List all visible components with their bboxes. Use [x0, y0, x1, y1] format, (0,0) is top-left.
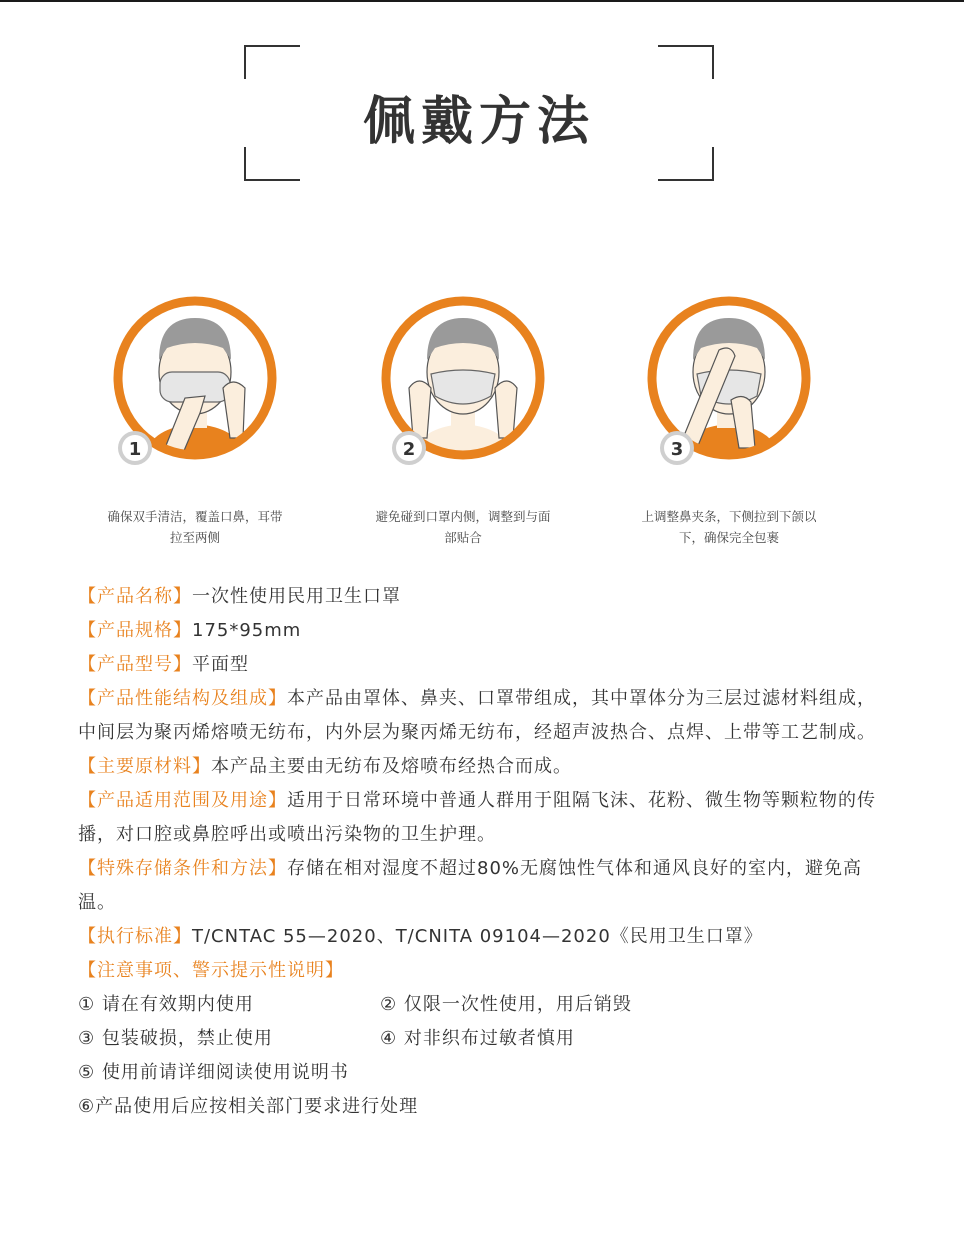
page-title: 佩戴方法	[362, 92, 595, 152]
product-usage-row	[78, 784, 878, 852]
product-spec-row	[78, 614, 878, 648]
product-material-row	[78, 750, 878, 784]
warning-heading-row	[78, 954, 878, 988]
product-storage-row	[78, 852, 878, 920]
warning-spacer	[380, 1056, 840, 1090]
product-standard-label: 【执行标准】	[78, 926, 192, 947]
product-standard-value: T/CNTAC 55—2020、T/CNITA 09104—2020《民用卫生口罩》	[192, 926, 763, 947]
step-3-number: 3	[670, 439, 684, 460]
frame-corner-top-left	[244, 45, 300, 79]
step-1-caption: 确保双手清洁，覆盖口鼻，耳带拉至两侧	[107, 509, 283, 545]
product-usage-value: 适用于日常环境中普通人群用于阻隔飞沫、花粉、微生物等颗粒物的传播，对口腔或鼻腔呼出或喷出污染物的卫生护理。	[78, 790, 876, 845]
warning-list	[78, 988, 878, 1124]
product-usage-label: 【产品适用范围及用途】	[78, 790, 287, 811]
frame-corner-top-right	[658, 45, 714, 79]
top-border-line	[0, 0, 964, 2]
step-2-number: 2	[402, 439, 416, 460]
product-structure-label: 【产品性能结构及组成】	[78, 688, 287, 709]
product-material-label: 【主要原材料】	[78, 756, 211, 777]
step-1-illustration	[105, 288, 285, 478]
product-model-row	[78, 648, 878, 682]
warning-item: ④ 对非织布过敏者慎用	[380, 1028, 575, 1049]
product-info	[78, 580, 878, 1124]
product-material-value: 本产品主要由无纺布及熔喷布经热合而成。	[211, 756, 572, 777]
product-structure-value: 本产品由罩体、鼻夹、口罩带组成，其中罩体分为三层过滤材料组成，中间层为聚丙烯熔喷无纺布，内外层为聚丙烯无纺布，经超声波热合、点焊、上带等工艺制成。	[78, 688, 876, 743]
product-structure-row	[78, 682, 878, 750]
product-model-value: 平面型	[192, 654, 249, 675]
step-1-number: 1	[128, 439, 142, 460]
step-3-illustration	[639, 288, 819, 478]
step-1	[70, 288, 320, 548]
product-name-row	[78, 580, 878, 614]
product-name-label: 【产品名称】	[78, 586, 192, 607]
product-spec-label: 【产品规格】	[78, 620, 192, 641]
product-storage-value: 存储在相对湿度不超过80%无腐蚀性气体和通风良好的室内，避免高温。	[78, 858, 863, 913]
warning-label: 【注意事项、警示提示性说明】	[78, 960, 344, 981]
warning-item: ⑥产品使用后应按相关部门要求进行处理	[78, 1096, 419, 1117]
warning-item: ③ 包装破损，禁止使用	[78, 1028, 273, 1049]
warning-item: ① 请在有效期内使用	[78, 994, 254, 1015]
warning-item: ② 仅限一次性使用，用后销毁	[380, 994, 632, 1015]
product-spec-value: 175*95mm	[192, 620, 302, 641]
warning-item: ⑤ 使用前请详细阅读使用说明书	[78, 1062, 349, 1083]
product-storage-label: 【特殊存储条件和方法】	[78, 858, 287, 879]
step-2-illustration	[373, 288, 553, 478]
product-standard-row	[78, 920, 878, 954]
step-3-caption: 上调整鼻夹条，下侧拉到下颌以下，确保完全包裹	[641, 509, 817, 545]
title-frame	[244, 45, 714, 181]
product-name-value: 一次性使用民用卫生口罩	[192, 586, 401, 607]
product-model-label: 【产品型号】	[78, 654, 192, 675]
step-2	[338, 288, 588, 548]
step-2-caption: 避免碰到口罩内侧，调整到与面部贴合	[375, 509, 551, 545]
step-3	[604, 288, 854, 548]
